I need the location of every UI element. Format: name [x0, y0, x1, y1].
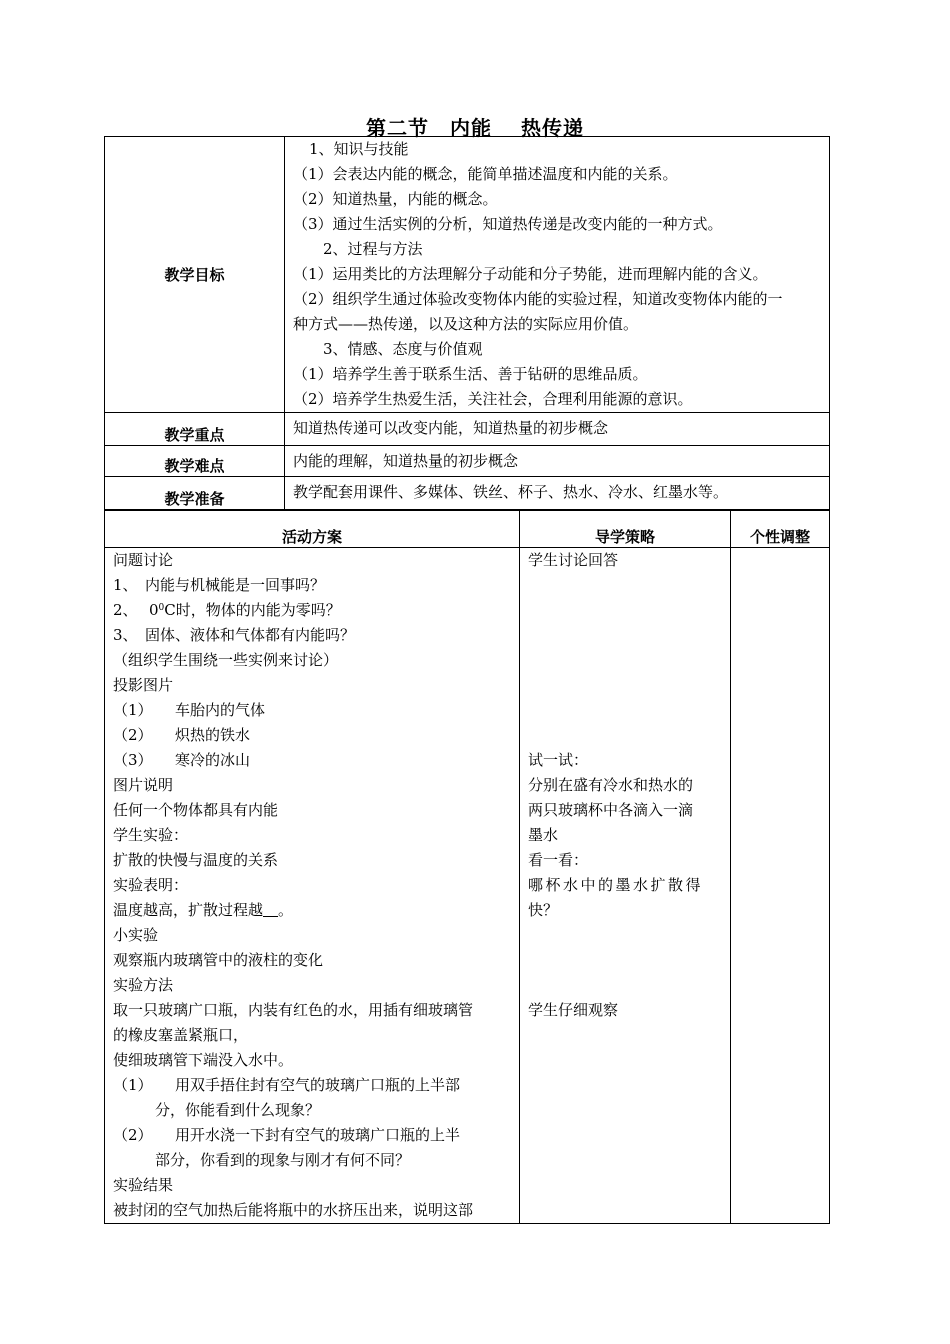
activity-line: 扩散的快慢与温度的关系	[113, 851, 279, 869]
guidance-line: 学生仔细观察	[528, 1001, 619, 1019]
objectives-row	[105, 137, 830, 413]
blank-fill	[263, 901, 278, 919]
guidance-line: 分别在盛有冷水和热水的	[528, 776, 694, 794]
activity-line: 部分，你看到的现象与刚才有何不同？	[155, 1151, 411, 1169]
activity-line: 被封闭的空气加热后能将瓶中的水挤压出来，说明这部	[113, 1201, 474, 1219]
objectives-line: （3）通过生活实例的分析，知道热传递是改变内能的一种方式。	[293, 215, 723, 233]
header-activities: 活动方案	[105, 511, 520, 548]
objectives-line: 3、情感、态度与价值观	[323, 340, 483, 358]
header-adjustment: 个性调整	[731, 511, 830, 548]
activity-line: （组织学生围绕一些实例来讨论）	[113, 651, 339, 669]
activity-line: 问题讨论	[113, 551, 174, 569]
activity-line: 取一只玻璃广口瓶，内装有红色的水，用插有细玻璃管	[113, 1001, 474, 1019]
guidance-line: 快？	[528, 901, 559, 919]
guidance-line: 两只玻璃杯中各滴入一滴	[528, 801, 694, 819]
activity-line: 实验方法	[113, 976, 174, 994]
objectives-line: （1）运用类比的方法理解分子动能和分子势能，进而理解内能的含义。	[293, 265, 768, 283]
activity-line: 分，你能看到什么现象？	[155, 1101, 321, 1119]
preparation-text: 教学配套用课件、多媒体、铁丝、杯子、热水、冷水、红墨水等。	[285, 477, 830, 510]
activity-line: 使细玻璃管下端没入水中。	[113, 1051, 294, 1069]
difficulty-text: 内能的理解，知道热量的初步概念	[285, 446, 830, 477]
guidance-line: 看一看：	[528, 851, 589, 869]
lesson-info-table	[104, 136, 830, 510]
activity-line: 1、 内能与机械能是一回事吗？	[113, 576, 326, 594]
preparation-label: 教学准备	[105, 477, 285, 510]
objectives-line: （2）组织学生通过体验改变物体内能的实验过程，知道改变物体内能的一	[293, 290, 783, 308]
activity-line: 的橡皮塞盖紧瓶口，	[113, 1026, 249, 1044]
activity-line: 温度越高，扩散过程越 。	[113, 901, 294, 919]
activity-line: （2） 用开水浇一下封有空气的玻璃广口瓶的上半	[113, 1126, 461, 1144]
activities-cell	[105, 548, 520, 1224]
page-title: 第二节 内能 热传递	[366, 116, 584, 140]
activity-line: （3） 寒冷的冰山	[113, 751, 251, 769]
guidance-line: 试一试：	[528, 751, 589, 769]
activity-line: 学生实验：	[113, 826, 189, 844]
activity-line: 图片说明	[113, 776, 174, 794]
header-guidance: 导学策略	[520, 511, 731, 548]
guidance-line: 墨水	[528, 826, 559, 844]
activity-line: 观察瓶内玻璃管中的液柱的变化	[113, 951, 324, 969]
guidance-cell	[520, 548, 731, 1224]
activity-line: 2、 $0^0C$时，物体的内能为零吗？	[113, 601, 341, 619]
activity-line: （1） 用双手捂住封有空气的玻璃广口瓶的上半部	[113, 1076, 461, 1094]
activity-line: 3、 固体、液体和气体都有内能吗？	[113, 626, 356, 644]
activity-line: 任何一个物体都具有内能	[113, 801, 279, 819]
plan-header-row	[105, 511, 830, 548]
objectives-line: 种方式——热传递，以及这种方法的实际应用价值。	[293, 315, 639, 333]
difficulty-row	[105, 446, 830, 477]
guidance-line: 学生讨论回答	[528, 551, 619, 569]
adjustment-cell	[731, 548, 830, 1224]
objectives-line: （2）知道热量，内能的概念。	[293, 190, 498, 208]
objectives-line: 2、过程与方法	[323, 240, 423, 258]
objectives-line: （1）会表达内能的概念，能简单描述温度和内能的关系。	[293, 165, 678, 183]
preparation-row	[105, 477, 830, 510]
objectives-line: （2）培养学生热爱生活，关注社会，合理利用能源的意识。	[293, 390, 693, 408]
key-point-text: 知道热传递可以改变内能，知道热量的初步概念	[285, 413, 830, 446]
key-point-label: 教学重点	[105, 413, 285, 446]
activity-line: 实验表明：	[113, 876, 189, 894]
objectives-cell	[285, 137, 830, 413]
activity-line: 投影图片	[113, 676, 174, 694]
key-point-row	[105, 413, 830, 446]
difficulty-label: 教学难点	[105, 446, 285, 477]
objectives-line: 1、知识与技能	[309, 140, 409, 158]
activity-line: 小实验	[113, 926, 159, 944]
activity-line: 实验结果	[113, 1176, 174, 1194]
activity-line: （2） 炽热的铁水	[113, 726, 251, 744]
objectives-line: （1）培养学生善于联系生活、善于钻研的思维品质。	[293, 365, 648, 383]
plan-body-row	[105, 548, 830, 1224]
activity-plan-table	[104, 510, 830, 1224]
objectives-label: 教学目标	[105, 137, 285, 413]
activity-line: （1） 车胎内的气体	[113, 701, 266, 719]
guidance-line: 哪杯水中的墨水扩散得	[528, 876, 704, 894]
